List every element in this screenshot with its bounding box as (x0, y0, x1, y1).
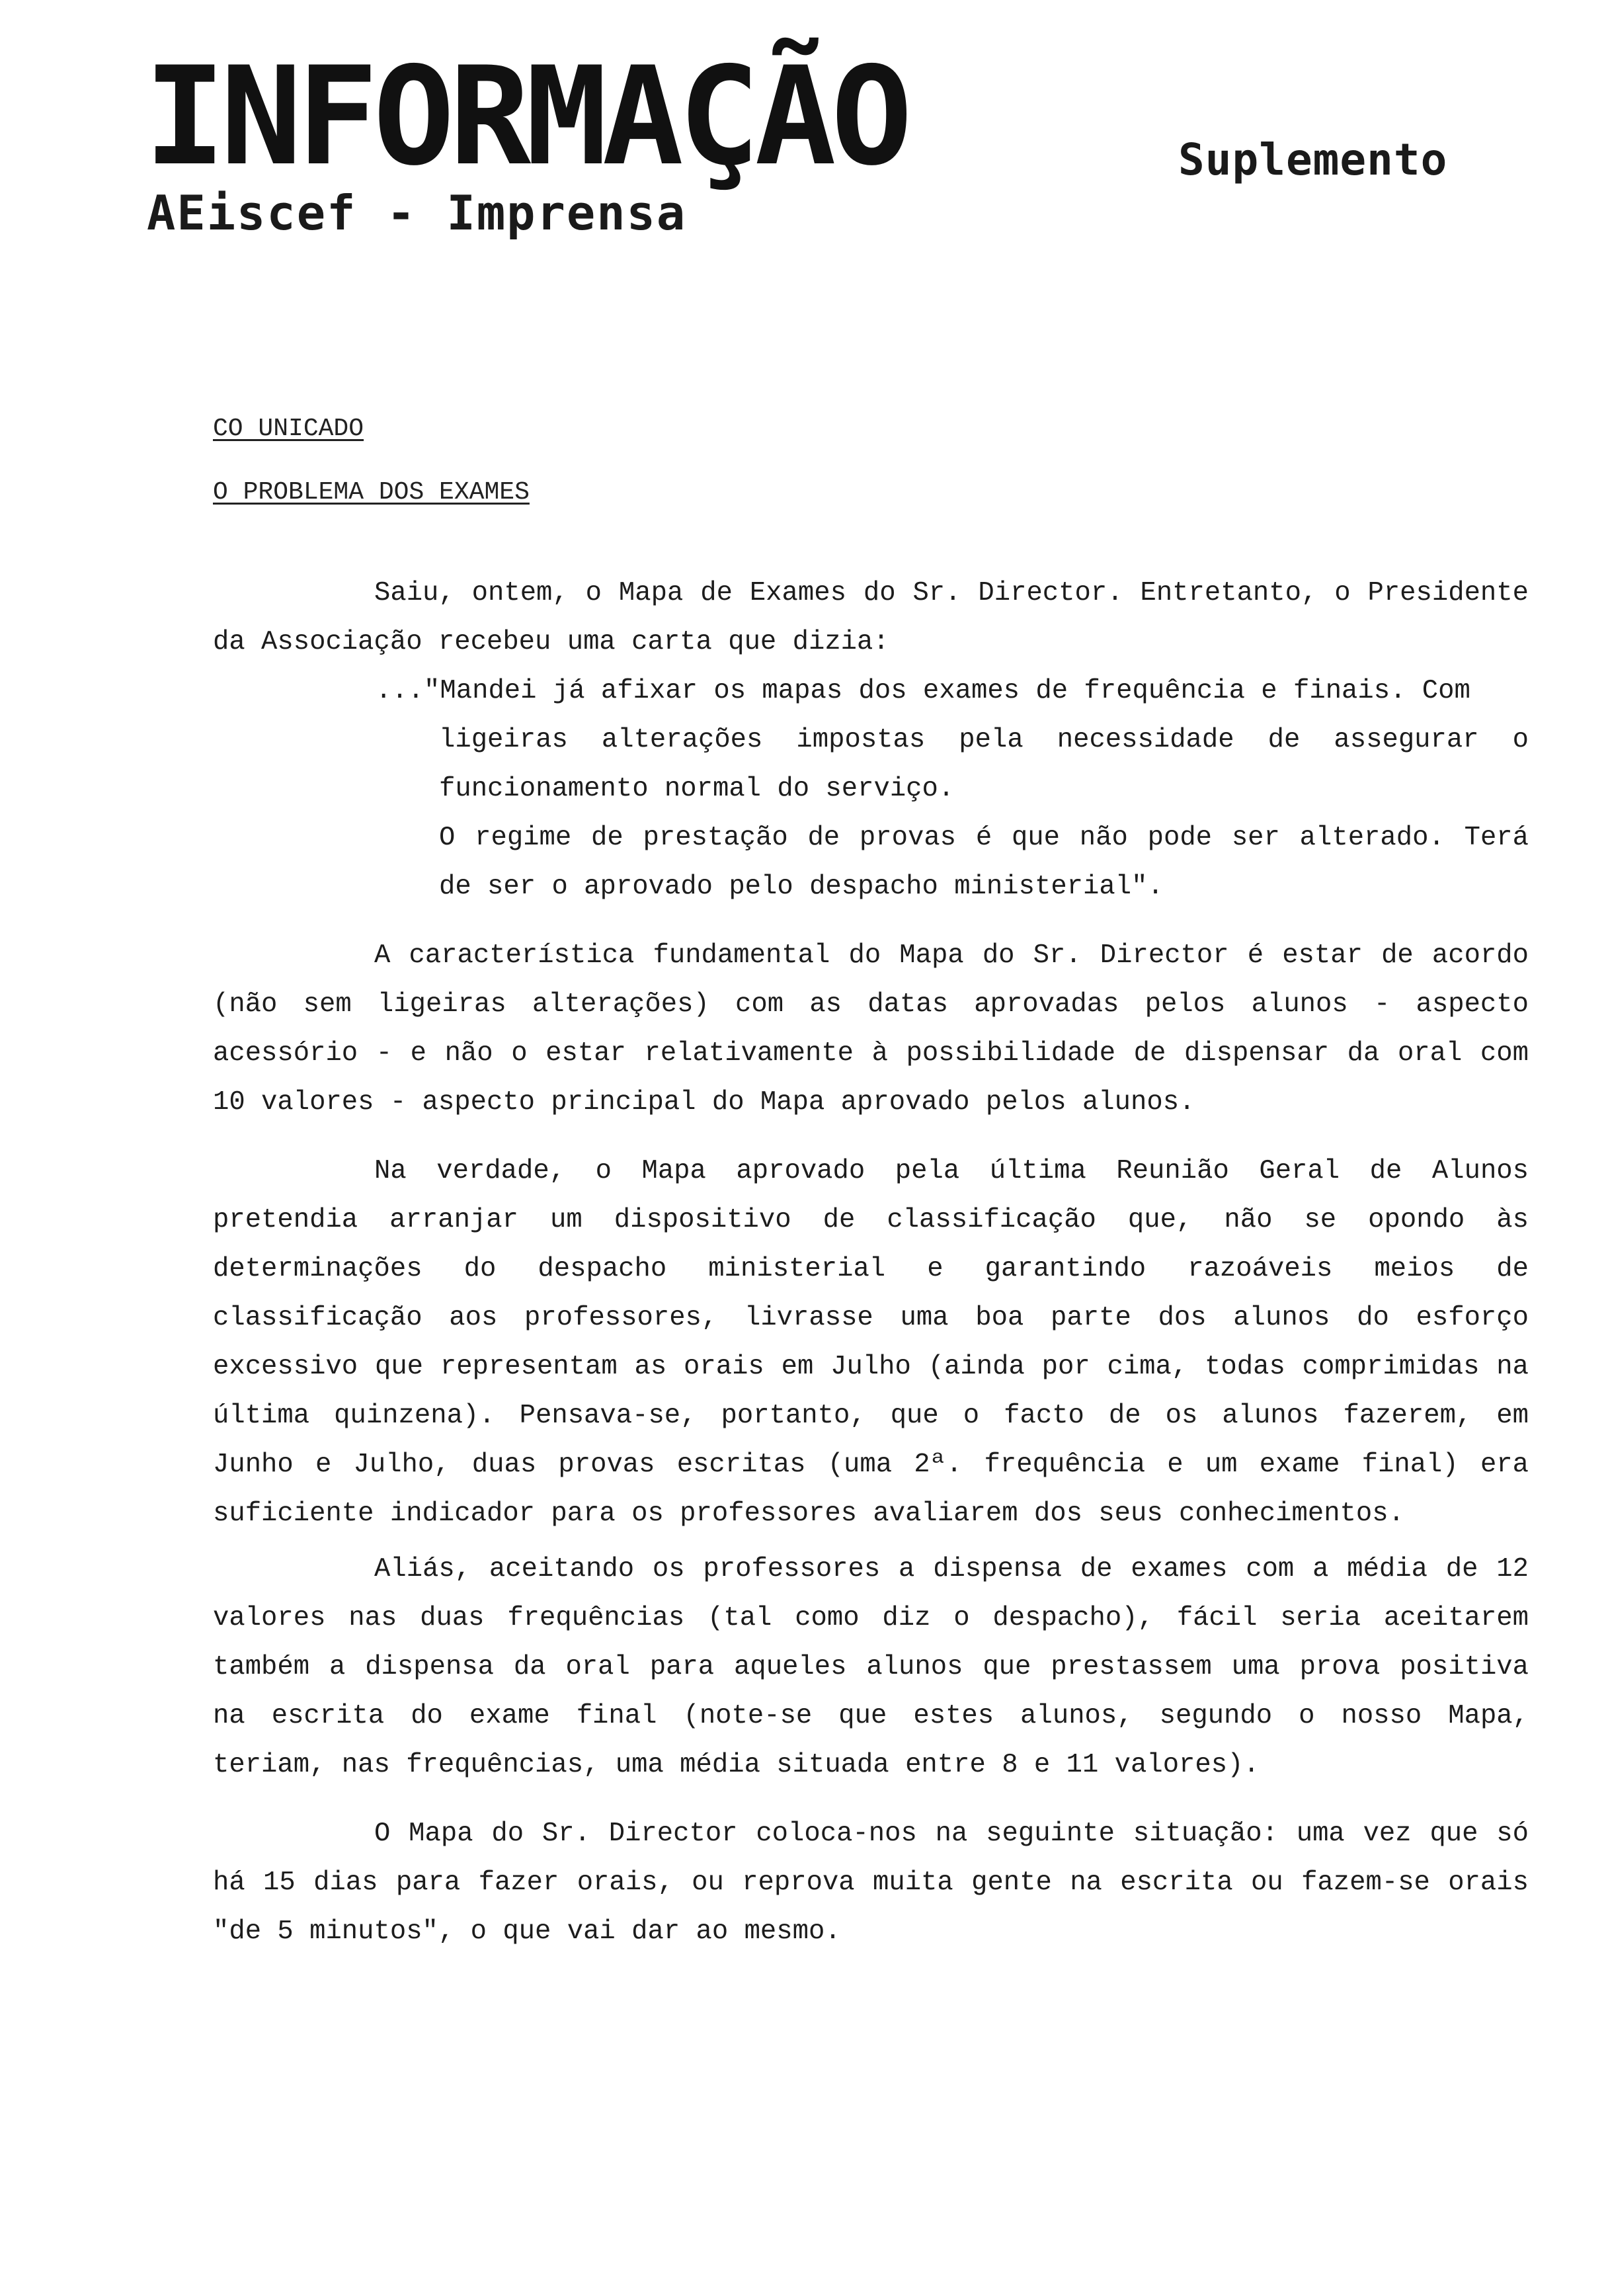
masthead-subtitle: AEiscef - Imprensa (147, 185, 687, 241)
paragraph-3: Na verdade, o Mapa aprovado pela última Reunião Geral de Alunos pretendia arranjar um dispositivo de classificação que, não se opondo às determinações do despacho ministerial e garantindo razoáveis meios de classificação aos professores, livrasse uma boa parte dos alunos do esforço excessivo que representam as orais em Julho (ainda por cima, todas comprimidas na última quinzena). Pensava-se, portanto, que o facto de os alunos fazerem, em Junho e Julho, duas provas escritas (uma 2ª. frequência e um exame final) era suficiente indicador para os professores avaliarem dos seus conhecimentos. (213, 1156, 1529, 1529)
article-body (213, 569, 1529, 1956)
section-label: CO UNICADO (213, 415, 364, 443)
paragraph-2: A característica fundamental do Mapa do Sr. Director é estar de acordo (não sem ligeiras alterações) com as datas aprovadas pelos alunos - aspecto acessório - e não o estar relativamente à possibilidade de dispensar da oral com 10 valores - aspecto principal do Mapa aprovado pelos alunos. (213, 940, 1529, 1118)
quote-closing: O regime de prestação de provas é que não pode ser alterado. Terá de ser o aprovado pelo despacho ministerial". (439, 823, 1529, 902)
quote-body: ligeiras alterações impostas pela necessidade de assegurar o funcionamento normal do serviço. (439, 725, 1529, 804)
paragraph-1: Saiu, ontem, o Mapa de Exames do Sr. Director. Entretanto, o Presidente da Associação recebeu uma carta que dizia: (213, 578, 1529, 657)
paragraph-4: Aliás, aceitando os professores a dispensa de exames com a média de 12 valores nas duas frequências (tal como diz o despacho), fácil seria aceitarem também a dispensa da oral para aqueles alunos que prestassem uma prova positiva na escrita do exame final (note-se que estes alunos, segundo o nosso Mapa, teriam, nas frequências, uma média situada entre 8 e 11 valores). (213, 1554, 1529, 1780)
article-title: O PROBLEMA DOS EXAMES (213, 478, 530, 507)
masthead-supplement: Suplemento (1178, 134, 1448, 185)
masthead-title: INFORMAÇÃO (144, 38, 908, 196)
quote-line-1: ..."Mandei já afixar os mapas dos exames de frequência e finais. Com (376, 676, 1470, 706)
paragraph-5: O Mapa do Sr. Director coloca-nos na seguinte situação: uma vez que só há 15 dias para fazer orais, ou reprova muita gente na escrita ou fazem-se orais "de 5 minutos", o que vai dar ao mesmo. (213, 1819, 1529, 1947)
